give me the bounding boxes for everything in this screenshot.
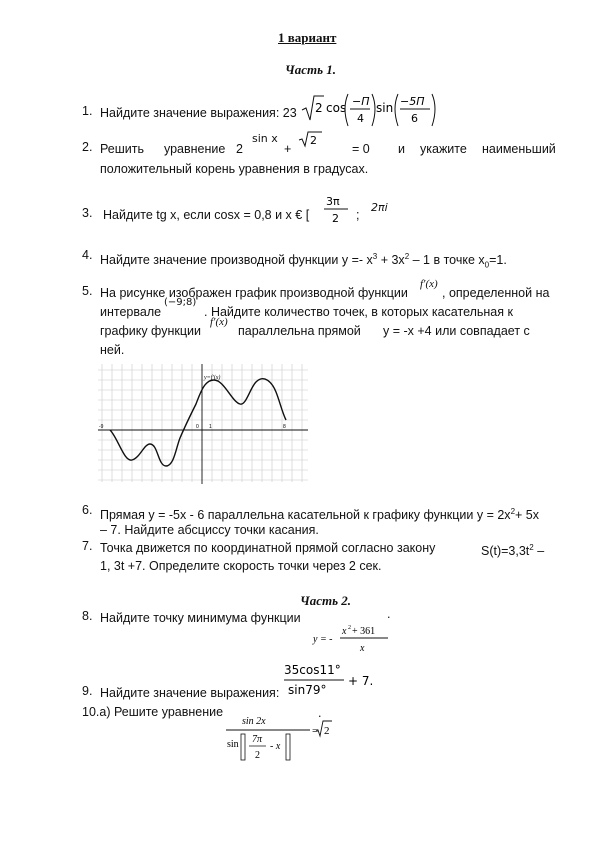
task-text: ней. [100, 343, 125, 357]
task-text: Прямая y = -5x - 6 параллельна касательной к графику функции $y = 2x^2+ 5x$ [100, 507, 539, 523]
graph-grid [98, 364, 308, 482]
task-text: Решить [100, 142, 144, 156]
task-text: На рисунке изображен график производной функции [100, 286, 408, 300]
fx-symbol: f′(x) [420, 278, 438, 290]
task-text: Найдите значение выражения: [100, 686, 280, 700]
derivative-curve [110, 379, 286, 466]
svg-text:x: x [360, 643, 365, 654]
task-text: + [284, 142, 292, 156]
task-text: наименьший [482, 142, 556, 156]
interval-symbol: (−9;8) [164, 297, 197, 308]
svg-text:+ 361: + 361 [352, 626, 376, 637]
svg-text:+ 7.: + 7. [348, 674, 374, 688]
svg-text:sin 2x: sin 2x [242, 716, 266, 727]
task-text: уравнение [164, 142, 226, 156]
task-number: 5. [82, 284, 93, 298]
task-number: 4. [82, 248, 93, 262]
svg-text:7π: 7π [252, 734, 263, 745]
task-number: 2. [82, 140, 93, 154]
svg-text:35cos11°: 35cos11° [284, 663, 341, 677]
exponent-sinx: sin x [252, 132, 278, 145]
svg-text:3π: 3π [326, 195, 340, 208]
task-text: Точка движется по координатной прямой согласно закону [100, 541, 436, 555]
task-number: 7. [82, 539, 93, 553]
interval-end: 2πi [371, 201, 388, 214]
tick-label: 0 [196, 424, 199, 430]
task-text: . [387, 607, 391, 621]
task-text: укажите [420, 142, 467, 156]
svg-text:6: 6 [411, 112, 418, 125]
svg-text:−5Π: −5Π [400, 95, 425, 108]
svg-text:x: x [342, 626, 347, 637]
task9-formula [282, 660, 382, 700]
tick-label: 1 [209, 424, 212, 430]
task-text: $S(t)=3,3t^2$ – [481, 543, 545, 559]
svg-text:2: 2 [324, 725, 330, 737]
task-text: 1, 3t +7. Определите скорость точки через 2 сек. [100, 559, 382, 573]
task8-formula [312, 622, 392, 656]
task-text: 10.а) Решите уравнение [82, 705, 224, 719]
task-text: положительный корень уравнения в градусах. [100, 162, 369, 176]
svg-text:sin79°: sin79° [288, 683, 327, 697]
svg-text:2: 2 [255, 750, 260, 761]
task-number: 6. [82, 503, 93, 517]
svg-text:=: = [312, 725, 319, 737]
sqrt2-text: 2 [315, 101, 323, 115]
derivative-graph [96, 362, 310, 486]
task-text: = 0 [352, 142, 370, 156]
fx-symbol: f′(x) [210, 316, 228, 328]
part2-heading: Часть 2. [300, 593, 352, 608]
task-number: 8. [82, 609, 93, 623]
task-text: ; [356, 208, 360, 222]
svg-text:2: 2 [348, 625, 351, 631]
task-text: . [318, 706, 322, 720]
svg-text:- x: - x [270, 741, 281, 752]
svg-text:sin: sin [376, 101, 394, 115]
fraction-3pi-2 [322, 192, 352, 226]
svg-text:2: 2 [310, 134, 317, 147]
task-text: Найдите значение выражения: 23 [100, 106, 297, 120]
task-text: . Найдите количество точек, в которых касательная к [204, 305, 513, 319]
variant-title: 1 вариант [278, 30, 337, 45]
sqrt-sign [298, 130, 324, 148]
task-number: 9. [82, 684, 93, 698]
tick-label: -9 [99, 424, 104, 430]
task-text: графику функции [100, 324, 201, 338]
task-text: Найдите точку минимума функции [100, 611, 301, 625]
task-text: , определенной на [442, 286, 550, 300]
graph-curve-label: y=f′(x) [204, 375, 221, 381]
task-text: – 7. Найдите абсциссу точки касания. [100, 523, 319, 537]
task1-formula [300, 88, 450, 130]
task-text: параллельна прямой [238, 324, 361, 338]
task-number: 3. [82, 206, 93, 220]
svg-text:y = -: y = - [313, 634, 333, 645]
task-text: и [398, 142, 405, 156]
svg-text:4: 4 [357, 112, 364, 125]
svg-text:sin: sin [227, 739, 239, 750]
tick-label: 8 [283, 424, 286, 430]
task-number: 1. [82, 104, 93, 118]
svg-text:2: 2 [332, 212, 339, 225]
part1-heading: Часть 1. [285, 62, 337, 77]
task-text: Найдите tg x, если cosx = 0,8 и x € [ [103, 208, 310, 222]
task-text: Найдите значение производной функции $y =- x^3 + 3x^2 - 1$ в точке $x_0=1$. [100, 252, 507, 270]
svg-text:cos: cos [326, 101, 347, 115]
svg-text:−Π: −Π [352, 95, 370, 108]
task-text: 2 [236, 142, 243, 156]
task-text: y = -x +4 или совпадает с [383, 324, 530, 338]
task-text: интервале [100, 305, 162, 319]
